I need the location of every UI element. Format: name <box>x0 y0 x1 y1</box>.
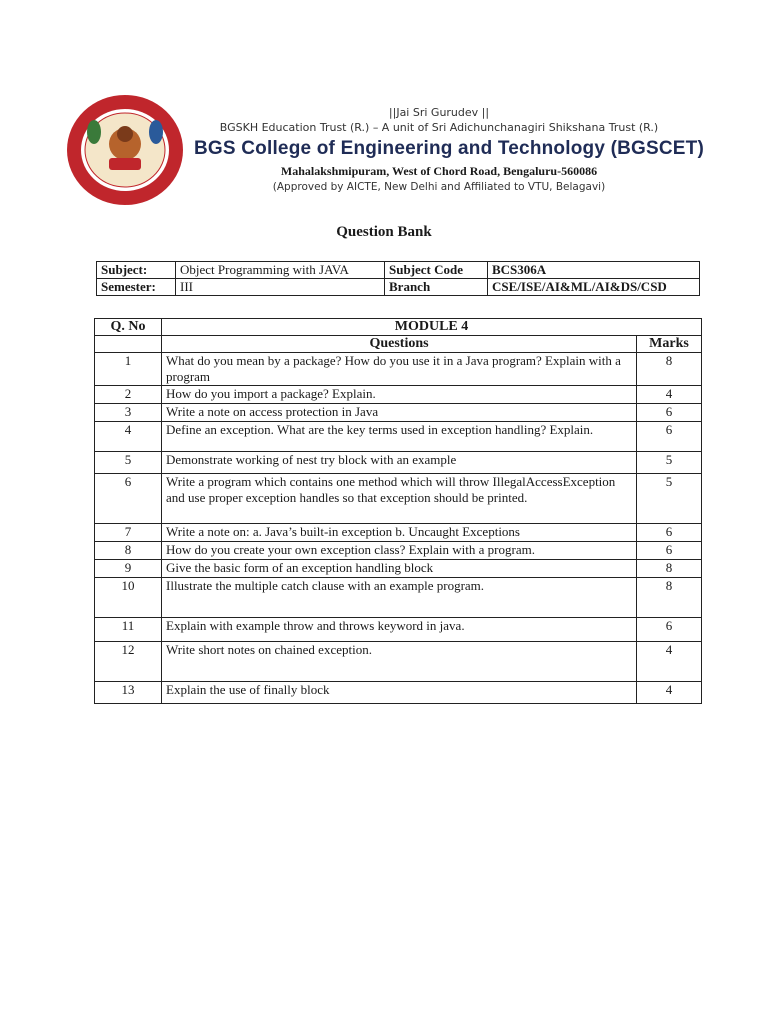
question-marks: 6 <box>637 404 702 422</box>
info-row <box>97 262 700 279</box>
question-number: 6 <box>95 474 162 524</box>
question-marks: 6 <box>637 422 702 452</box>
question-marks: 8 <box>637 353 702 386</box>
trust-line: BGSKH Education Trust (R.) – A unit of Sri Adichunchanagiri Shikshana Trust (R.) <box>219 121 659 134</box>
subject-value: Object Programming with JAVA <box>176 262 385 279</box>
question-row <box>95 386 702 404</box>
question-row <box>95 404 702 422</box>
question-text: Write a note on access protection in Java <box>162 404 637 422</box>
question-text: Demonstrate working of nest try block with an example <box>162 452 637 474</box>
subject-info-table <box>96 261 700 296</box>
question-row <box>95 578 702 618</box>
qno-header: Q. No <box>95 319 162 336</box>
document-title: Question Bank <box>336 224 432 240</box>
question-number: 1 <box>95 353 162 386</box>
question-number: 13 <box>95 682 162 704</box>
question-marks: 4 <box>637 642 702 682</box>
question-marks: 6 <box>637 524 702 542</box>
question-row <box>95 642 702 682</box>
subject-code-label: Subject Code <box>385 262 488 279</box>
question-marks: 8 <box>637 578 702 618</box>
question-row <box>95 452 702 474</box>
question-text: Define an exception. What are the key terms used in exception handling? Explain. <box>162 422 637 452</box>
question-number: 12 <box>95 642 162 682</box>
question-text: Illustrate the multiple catch clause with an example program. <box>162 578 637 618</box>
question-row <box>95 474 702 524</box>
question-number: 10 <box>95 578 162 618</box>
questions-header: Questions <box>162 336 637 353</box>
invocation-line: ||Jai Sri Gurudev || <box>388 106 490 119</box>
question-marks: 6 <box>637 618 702 642</box>
question-text: Explain the use of finally block <box>162 682 637 704</box>
question-row <box>95 618 702 642</box>
branch-value: CSE/ISE/AI&ML/AI&DS/CSD <box>488 279 700 296</box>
question-table <box>94 318 702 704</box>
college-logo <box>64 92 186 208</box>
question-row <box>95 560 702 578</box>
subject-code-value: BCS306A <box>488 262 700 279</box>
marks-header: Marks <box>637 336 702 353</box>
question-marks: 4 <box>637 386 702 404</box>
question-row <box>95 542 702 560</box>
question-marks: 8 <box>637 560 702 578</box>
question-marks: 4 <box>637 682 702 704</box>
question-row <box>95 682 702 704</box>
college-address: Mahalakshmipuram, West of Chord Road, Bengaluru-560086 <box>280 164 598 178</box>
question-marks: 6 <box>637 542 702 560</box>
question-marks: 5 <box>637 452 702 474</box>
info-row <box>97 279 700 296</box>
question-number: 7 <box>95 524 162 542</box>
semester-label: Semester: <box>97 279 176 296</box>
question-number: 8 <box>95 542 162 560</box>
question-number: 11 <box>95 618 162 642</box>
branch-label: Branch <box>385 279 488 296</box>
question-text: How do you import a package? Explain. <box>162 386 637 404</box>
letterhead <box>64 88 704 212</box>
module-header-row <box>95 319 702 336</box>
question-text: Give the basic form of an exception handling block <box>162 560 637 578</box>
question-text: How do you create your own exception class? Explain with a program. <box>162 542 637 560</box>
semester-value: III <box>176 279 385 296</box>
question-row <box>95 422 702 452</box>
question-text: Explain with example throw and throws keyword in java. <box>162 618 637 642</box>
college-name: BGS College of Engineering and Technology (BGSCET) <box>194 138 705 159</box>
question-number: 5 <box>95 452 162 474</box>
question-number: 2 <box>95 386 162 404</box>
question-number: 9 <box>95 560 162 578</box>
approval-line: (Approved by AICTE, New Delhi and Affiliated to VTU, Belagavi) <box>272 181 606 193</box>
letterhead-text <box>194 106 705 193</box>
column-header-row <box>95 336 702 353</box>
question-text: Write a program which contains one method which will throw IllegalAccessException and use proper exception handles so that exception should be printed. <box>162 474 637 524</box>
question-number: 3 <box>95 404 162 422</box>
module-header: MODULE 4 <box>162 319 702 336</box>
question-row <box>95 353 702 386</box>
question-marks: 5 <box>637 474 702 524</box>
question-text: What do you mean by a package? How do you use it in a Java program? Explain with a program <box>162 353 637 386</box>
question-row <box>95 524 702 542</box>
question-text: Write short notes on chained exception. <box>162 642 637 682</box>
question-number: 4 <box>95 422 162 452</box>
question-text: Write a note on: a. Java’s built-in exception b. Uncaught Exceptions <box>162 524 637 542</box>
subject-label: Subject: <box>97 262 176 279</box>
